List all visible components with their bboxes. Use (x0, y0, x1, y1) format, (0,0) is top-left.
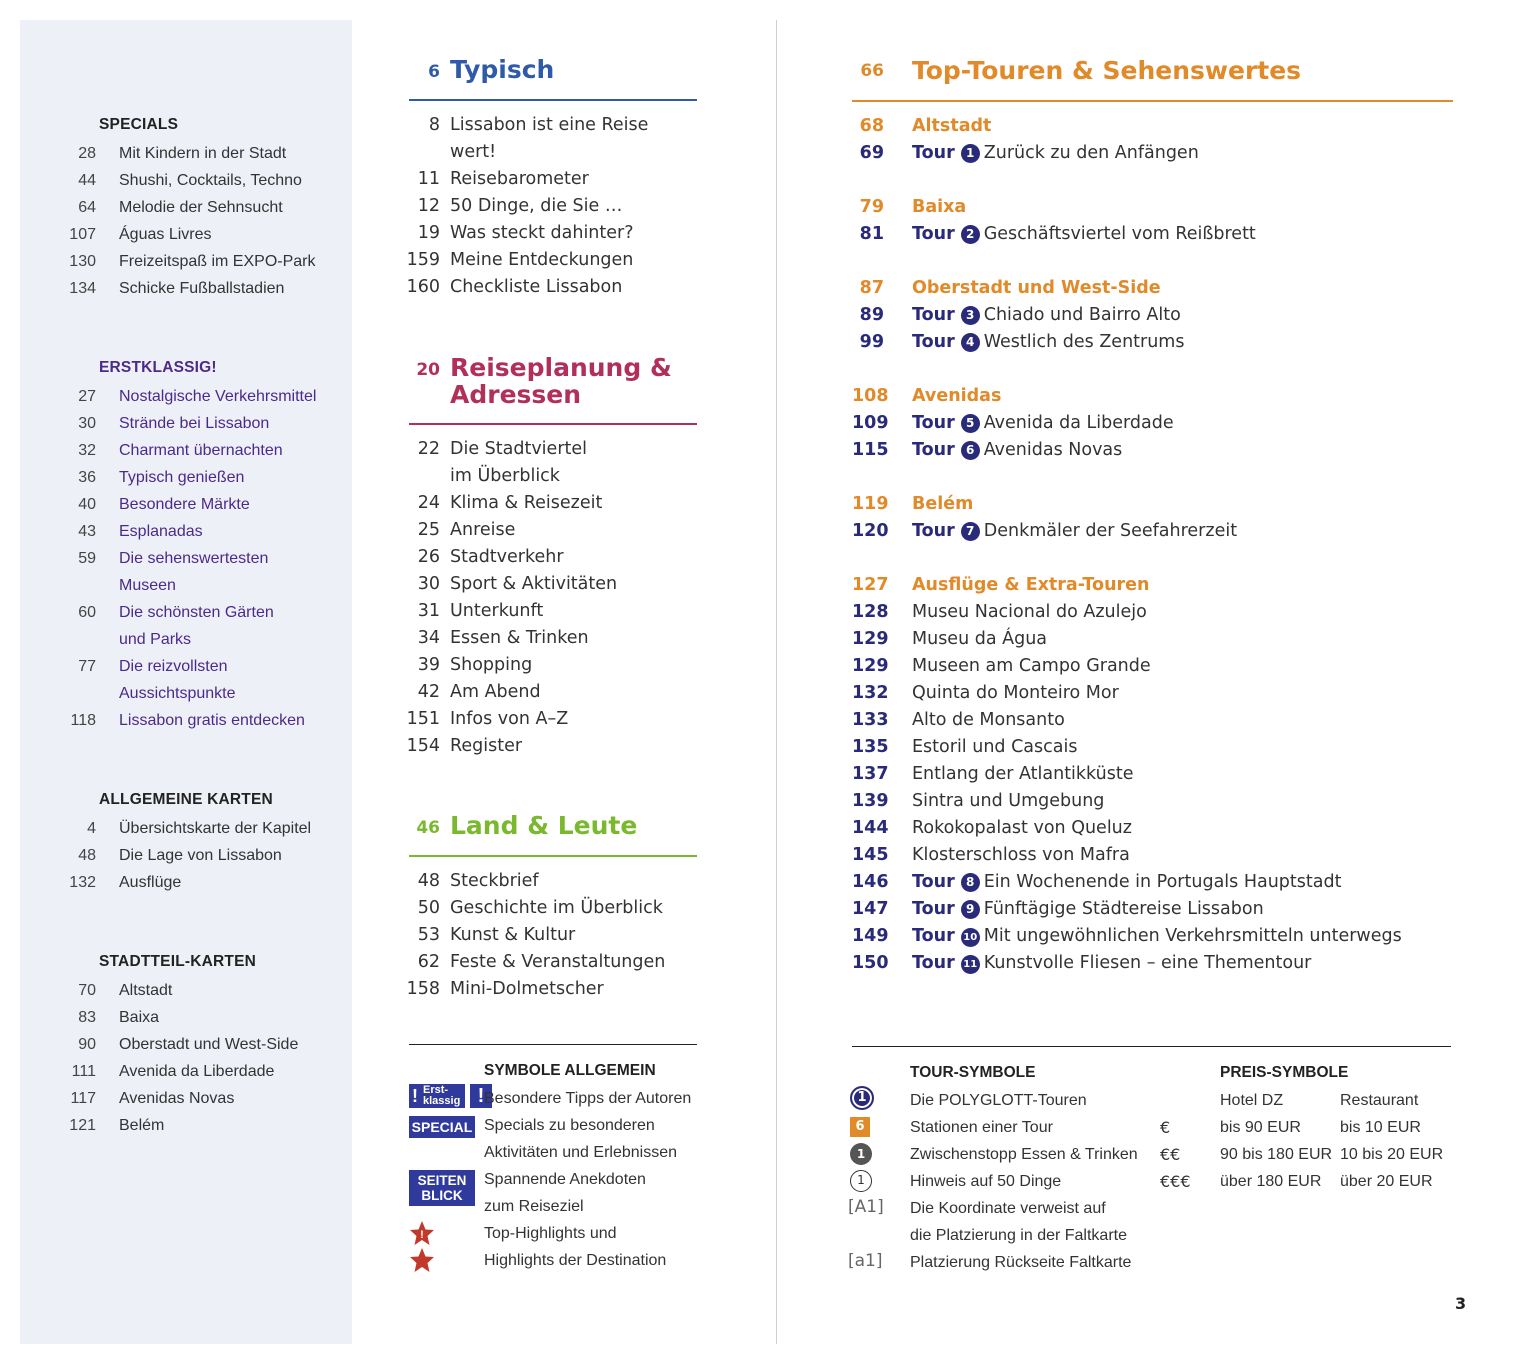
tour-symbol-description: Hinweis auf 50 Dinge (910, 1173, 1062, 1190)
toc-label: Museu Nacional do Azulejo (912, 602, 1147, 622)
sidebar-item-label: Museen (119, 577, 176, 594)
toc-label: Estoril und Cascais (912, 737, 1078, 757)
section-toptouren-rule (852, 100, 1453, 102)
tour-number-icon: 11 (961, 955, 980, 974)
tour-label: Tour (912, 224, 955, 244)
sidebar-item-label: Schicke Fußballstadien (119, 280, 285, 297)
toc-label: Altstadt (912, 116, 992, 136)
toc-label: Museu da Água (912, 629, 1048, 649)
sidebar-item-page: 77 (78, 658, 96, 675)
sidebar-item-label: Charmant übernachten (119, 442, 283, 459)
toc-label: Avenida da Liberdade (983, 413, 1174, 433)
section-reiseplanung-title-line1: Reiseplanung & (450, 353, 672, 382)
sidebar-item-label: Baixa (119, 1009, 160, 1026)
price-restaurant: über 20 EUR (1340, 1173, 1433, 1190)
toc-page: 89 (859, 305, 884, 325)
sidebar-item-page: 43 (78, 523, 96, 540)
toc-page: 30 (417, 574, 440, 594)
polyglott-tour-icon: 1 (850, 1086, 874, 1110)
toc-page: 129 (852, 629, 889, 649)
tour-label: Tour (912, 872, 955, 892)
toc-label: Avenidas Novas (983, 440, 1123, 460)
sidebar-item-label: Die sehenswertesten (119, 550, 269, 567)
toc-label: Lissabon ist eine Reise (450, 115, 649, 135)
toc-page: 132 (852, 683, 889, 703)
section-reiseplanung-rule (409, 423, 697, 425)
tour-label: Tour (912, 332, 955, 352)
toc-label: Entlang der Atlantikküste (912, 764, 1134, 784)
toc-label: Zurück zu den Anfängen (983, 143, 1199, 163)
tour-number-icon: 5 (961, 414, 980, 433)
toc-label: Meine Entdeckungen (450, 250, 634, 270)
toc-label-wrap (912, 140, 1199, 167)
toc-page: 79 (859, 197, 884, 217)
sidebar-heading-allgemeine-karten: ALLGEMEINE KARTEN (99, 791, 273, 808)
toc-page: 115 (852, 440, 889, 460)
sidebar-item-label: Oberstadt und West-Side (119, 1036, 299, 1053)
toc-label-wrap (912, 518, 1237, 545)
toc-label: Anreise (450, 520, 516, 540)
toc-page: 25 (417, 520, 440, 540)
sidebar-item-label: Águas Livres (119, 226, 212, 243)
toc-page: 150 (852, 953, 889, 973)
sidebar-item-page: 48 (78, 847, 96, 864)
highlight-star-icon (409, 1247, 435, 1273)
toc-page: 19 (417, 223, 440, 243)
sidebar-item-label: Shushi, Cocktails, Techno (119, 172, 302, 189)
tour-station-icon: 6 (850, 1117, 870, 1137)
symbol-description: Spannende Anekdoten (484, 1171, 646, 1188)
sidebar-heading-stadtteil-karten: STADTTEIL-KARTEN (99, 953, 257, 970)
toc-label-wrap (912, 869, 1341, 896)
tour-label: Tour (912, 143, 955, 163)
tour-number-icon: 4 (961, 333, 980, 352)
sidebar-item-label: Die Lage von Lissabon (119, 847, 282, 864)
toc-label: Unterkunft (450, 601, 544, 621)
sidebar-item-label: Lissabon gratis entdecken (119, 712, 305, 729)
tour-number-icon: 6 (961, 441, 980, 460)
tour-label: Tour (912, 521, 955, 541)
price-symbol: €€€ (1160, 1172, 1191, 1191)
toc-label: Rokokopalast von Queluz (912, 818, 1132, 838)
sidebar-item-label: Übersichtskarte der Kapitel (119, 820, 312, 837)
sidebar-item-label: Die schönsten Gärten (119, 604, 274, 621)
tour-number-icon: 3 (961, 306, 980, 325)
symbol-description: Top-Highlights und (484, 1225, 617, 1242)
toc-label: 50 Dinge, die Sie … (450, 196, 623, 216)
sidebar-item-label: Ausflüge (119, 874, 182, 891)
page-number: 3 (1455, 1294, 1467, 1313)
tour-number-icon: 10 (961, 928, 980, 947)
exclamation-icon: ! (470, 1084, 492, 1108)
coordinate-symbol: [A1] (848, 1197, 884, 1217)
toc-label: Kunst & Kultur (450, 925, 576, 945)
toc-page: 8 (428, 115, 440, 135)
toc-page: 22 (417, 439, 440, 459)
toc-label-wrap (912, 302, 1181, 329)
special-badge: SPECIAL (409, 1116, 475, 1138)
symbol-description: zum Reiseziel (484, 1198, 584, 1215)
toc-label-wrap (912, 896, 1264, 923)
toc-page: 24 (417, 493, 440, 513)
sidebar-item-page: 121 (69, 1117, 96, 1134)
toc-label: Feste & Veranstaltungen (450, 952, 666, 972)
toc-page: 68 (859, 116, 884, 136)
sidebar-item-page: 130 (69, 253, 96, 270)
toc-page: 139 (852, 791, 889, 811)
preis-symbole-heading: PREIS-SYMBOLE (1220, 1064, 1349, 1081)
toc-label-wrap (912, 923, 1402, 950)
toc-label: Oberstadt und West-Side (912, 278, 1161, 298)
price-hotel: 90 bis 180 EUR (1220, 1146, 1333, 1163)
toc-label: Shopping (450, 655, 533, 675)
sidebar-item-label: Strände bei Lissabon (119, 415, 270, 432)
toc-page: 108 (852, 386, 889, 406)
sidebar-heading-specials: SPECIALS (99, 116, 179, 133)
sidebar-item-page: 70 (78, 982, 96, 999)
symbole-rule (409, 1044, 697, 1045)
sidebar-item-page: 90 (78, 1036, 96, 1053)
symbol-description: Specials zu besonderen (484, 1117, 655, 1134)
legend-rule (852, 1046, 1451, 1047)
section-typisch-title: Typisch (450, 55, 555, 84)
toc-label: Am Abend (450, 682, 541, 702)
sidebar-item-page: 60 (78, 604, 96, 621)
tour-label: Tour (912, 413, 955, 433)
tour-symbol-description: Die Koordinate verweist auf (910, 1200, 1106, 1217)
toc-label: wert! (450, 142, 497, 162)
toc-label: Geschäftsviertel vom Reißbrett (983, 224, 1256, 244)
sidebar-item-page: 30 (78, 415, 96, 432)
svg-text:!: ! (420, 1229, 424, 1241)
toc-page: 99 (859, 332, 884, 352)
section-land-leute-title: Land & Leute (450, 811, 638, 840)
toc-label: Mit ungewöhnlichen Verkehrsmitteln unterwegs (983, 926, 1402, 946)
toc-label: Stadtverkehr (450, 547, 564, 567)
section-typisch-page: 6 (428, 62, 440, 82)
toc-label: Essen & Trinken (450, 628, 589, 648)
tour-number-icon: 7 (961, 522, 980, 541)
toc-page: 39 (417, 655, 440, 675)
price-restaurant: 10 bis 20 EUR (1340, 1146, 1444, 1163)
toc-page: 120 (852, 521, 889, 541)
toc-label: Reisebarometer (450, 169, 589, 189)
toc-label: Register (450, 736, 523, 756)
toc-page: 26 (417, 547, 440, 567)
symbol-description: Highlights der Destination (484, 1252, 667, 1269)
tour-number-icon: 8 (961, 873, 980, 892)
sidebar-item-label: und Parks (119, 631, 192, 648)
sidebar-heading-erstklassig: ERSTKLASSIG! (99, 359, 217, 376)
sidebar-item-label: Typisch genießen (119, 469, 245, 486)
section-toptouren-page: 66 (860, 61, 884, 81)
symbol-description: Besondere Tipps der Autoren (484, 1090, 692, 1107)
tour-symbol-description: die Platzierung in der Faltkarte (910, 1227, 1127, 1244)
toc-label: Fünftägige Städtereise Lissabon (983, 899, 1264, 919)
sidebar-item-label: Belém (119, 1117, 165, 1134)
price-col-hotel: Hotel DZ (1220, 1092, 1284, 1109)
toc-label: im Überblick (450, 466, 560, 486)
price-col-restaurant: Restaurant (1340, 1092, 1419, 1109)
toc-page: 137 (852, 764, 889, 784)
sidebar-item-label: Besondere Märkte (119, 496, 250, 513)
section-reiseplanung-title-line2: Adressen (450, 380, 582, 409)
toc-label: Infos von A–Z (450, 709, 569, 729)
toc-label: Klima & Reisezeit (450, 493, 603, 513)
sidebar-item-label: Avenidas Novas (119, 1090, 235, 1107)
tour-label: Tour (912, 926, 955, 946)
toc-page: 127 (852, 575, 889, 595)
sidebar-item-label: Altstadt (119, 982, 173, 999)
sidebar-item-page: 4 (87, 820, 96, 837)
toc-page: 87 (859, 278, 884, 298)
tour-symbol-description: Die POLYGLOTT-Touren (910, 1092, 1087, 1109)
toc-label: Ausflüge & Extra-Touren (912, 575, 1150, 595)
toc-label: Alto de Monsanto (912, 710, 1065, 730)
price-hotel: bis 90 EUR (1220, 1119, 1301, 1136)
toc-page: 53 (417, 925, 440, 945)
section-reiseplanung-page: 20 (416, 360, 440, 380)
sidebar-item-page: 83 (78, 1009, 96, 1026)
toc-label: Quinta do Monteiro Mor (912, 683, 1119, 703)
toc-page: 11 (417, 169, 440, 189)
sidebar-item-page: 107 (69, 226, 96, 243)
sidebar-item-label: Esplanadas (119, 523, 203, 540)
toc-label: Mini-Dolmetscher (450, 979, 604, 999)
sidebar-item-page: 64 (78, 199, 96, 216)
toc-label: Denkmäler der Seefahrerzeit (983, 521, 1238, 541)
sidebar-item-label: Aussichtspunkte (119, 685, 236, 702)
toc-page: 135 (852, 737, 889, 757)
toc-label: Sintra und Umgebung (912, 791, 1105, 811)
toc-label-wrap (912, 329, 1184, 356)
sidebar-item-label: Nostalgische Verkehrsmittel (119, 388, 317, 405)
toc-page: 42 (417, 682, 440, 702)
sidebar-item-label: Avenida da Liberdade (119, 1063, 275, 1080)
price-restaurant: bis 10 EUR (1340, 1119, 1421, 1136)
toc-label-wrap (912, 950, 1311, 977)
sidebar-item-page: 27 (78, 388, 96, 405)
toc-page: 12 (417, 196, 440, 216)
sidebar-item-page: 134 (69, 280, 96, 297)
toc-label: Kunstvolle Fliesen – eine Thementour (983, 953, 1312, 973)
symbol-description: Aktivitäten und Erlebnissen (484, 1144, 677, 1161)
toc-page: 48 (417, 871, 440, 891)
toc-page: 160 (406, 277, 440, 297)
tour-symbol-description: Platzierung Rückseite Faltkarte (910, 1254, 1132, 1271)
section-typisch-rule (409, 99, 697, 101)
toc-label: Ein Wochenende in Portugals Hauptstadt (983, 872, 1342, 892)
sidebar-item-page: 28 (78, 145, 96, 162)
section-land-leute-rule (409, 855, 697, 857)
tour-label: Tour (912, 953, 955, 973)
toc-page: 62 (417, 952, 440, 972)
section-toptouren-title: Top-Touren & Sehenswertes (912, 56, 1302, 85)
sidebar-item-page: 36 (78, 469, 96, 486)
toc-page: 81 (859, 224, 884, 244)
tour-number-icon: 2 (961, 225, 980, 244)
toc-label: Avenidas (912, 386, 1002, 406)
toc-label: Baixa (912, 197, 967, 217)
toc-page: 119 (852, 494, 889, 514)
toc-page: 158 (406, 979, 440, 999)
toc-page: 151 (406, 709, 440, 729)
sidebar-item-label: Die reizvollsten (119, 658, 228, 675)
price-symbol: €€ (1160, 1145, 1181, 1164)
toc-page: 133 (852, 710, 889, 730)
toc-page: 129 (852, 656, 889, 676)
toc-label: Geschichte im Überblick (450, 898, 663, 918)
toc-page: 147 (852, 899, 889, 919)
toc-page: 50 (417, 898, 440, 918)
toc-label-wrap (912, 221, 1256, 248)
tour-symbole-heading: TOUR-SYMBOLE (910, 1064, 1036, 1081)
tour-number-icon: 1 (961, 144, 980, 163)
sidebar-item-page: 32 (78, 442, 96, 459)
tour-label: Tour (912, 305, 955, 325)
toc-page: 34 (417, 628, 440, 648)
toc-page: 159 (406, 250, 440, 270)
section-land-leute-page: 46 (416, 818, 440, 838)
toc-label: Belém (912, 494, 974, 514)
toc-label: Klosterschloss von Mafra (912, 845, 1130, 865)
food-stop-icon: 1 (850, 1143, 872, 1165)
top-highlight-star-icon (409, 1220, 435, 1246)
toc-label: Was steckt dahinter? (450, 223, 634, 243)
seitenblick-badge: SEITEN BLICK (409, 1170, 475, 1206)
toc-page: 146 (852, 872, 889, 892)
sidebar-item-label: Mit Kindern in der Stadt (119, 145, 287, 162)
sidebar-item-page: 118 (70, 712, 96, 729)
toc-label: Checkliste Lissabon (450, 277, 623, 297)
sidebar-item-page: 132 (69, 874, 96, 891)
toc-label: Westlich des Zentrums (983, 332, 1185, 352)
toc-label-wrap (912, 410, 1174, 437)
toc-page: 128 (852, 602, 889, 622)
sidebar-item-label: Freizeitspaß im EXPO-Park (119, 253, 316, 270)
fifty-things-icon: 1 (850, 1170, 872, 1192)
tour-symbol-description: Stationen einer Tour (910, 1119, 1053, 1136)
toc-page: 144 (852, 818, 889, 838)
toc-page: 145 (852, 845, 889, 865)
toc-label: Chiado und Bairro Alto (983, 305, 1181, 325)
toc-page: 149 (852, 926, 889, 946)
toc-label: Die Stadtviertel (450, 439, 588, 459)
symbole-heading: SYMBOLE ALLGEMEIN (484, 1062, 656, 1079)
tour-number-icon: 9 (961, 900, 980, 919)
sidebar-item-label: Melodie der Sehnsucht (119, 199, 283, 216)
tour-symbol-description: Zwischenstopp Essen & Trinken (910, 1146, 1138, 1163)
sidebar-item-page: 44 (78, 172, 96, 189)
toc-label: Steckbrief (450, 871, 539, 891)
toc-label: Sport & Aktivitäten (450, 574, 618, 594)
sidebar-item-page: 111 (71, 1063, 96, 1080)
sidebar-item-page: 40 (78, 496, 96, 513)
toc-label-wrap (912, 437, 1122, 464)
toc-page: 69 (859, 143, 884, 163)
tour-label: Tour (912, 440, 955, 460)
toc-page: 109 (852, 413, 889, 433)
toc-page: 31 (417, 601, 440, 621)
price-hotel: über 180 EUR (1220, 1173, 1322, 1190)
erstklassig-badge: ! Erst- klassig (409, 1084, 465, 1108)
sidebar-item-page: 117 (70, 1090, 96, 1107)
toc-page: 154 (406, 736, 440, 756)
sidebar-item-page: 59 (78, 550, 96, 567)
price-symbol: € (1160, 1118, 1171, 1137)
coordinate-back-symbol: [a1] (848, 1251, 883, 1271)
tour-label: Tour (912, 899, 955, 919)
toc-label: Museen am Campo Grande (912, 656, 1151, 676)
